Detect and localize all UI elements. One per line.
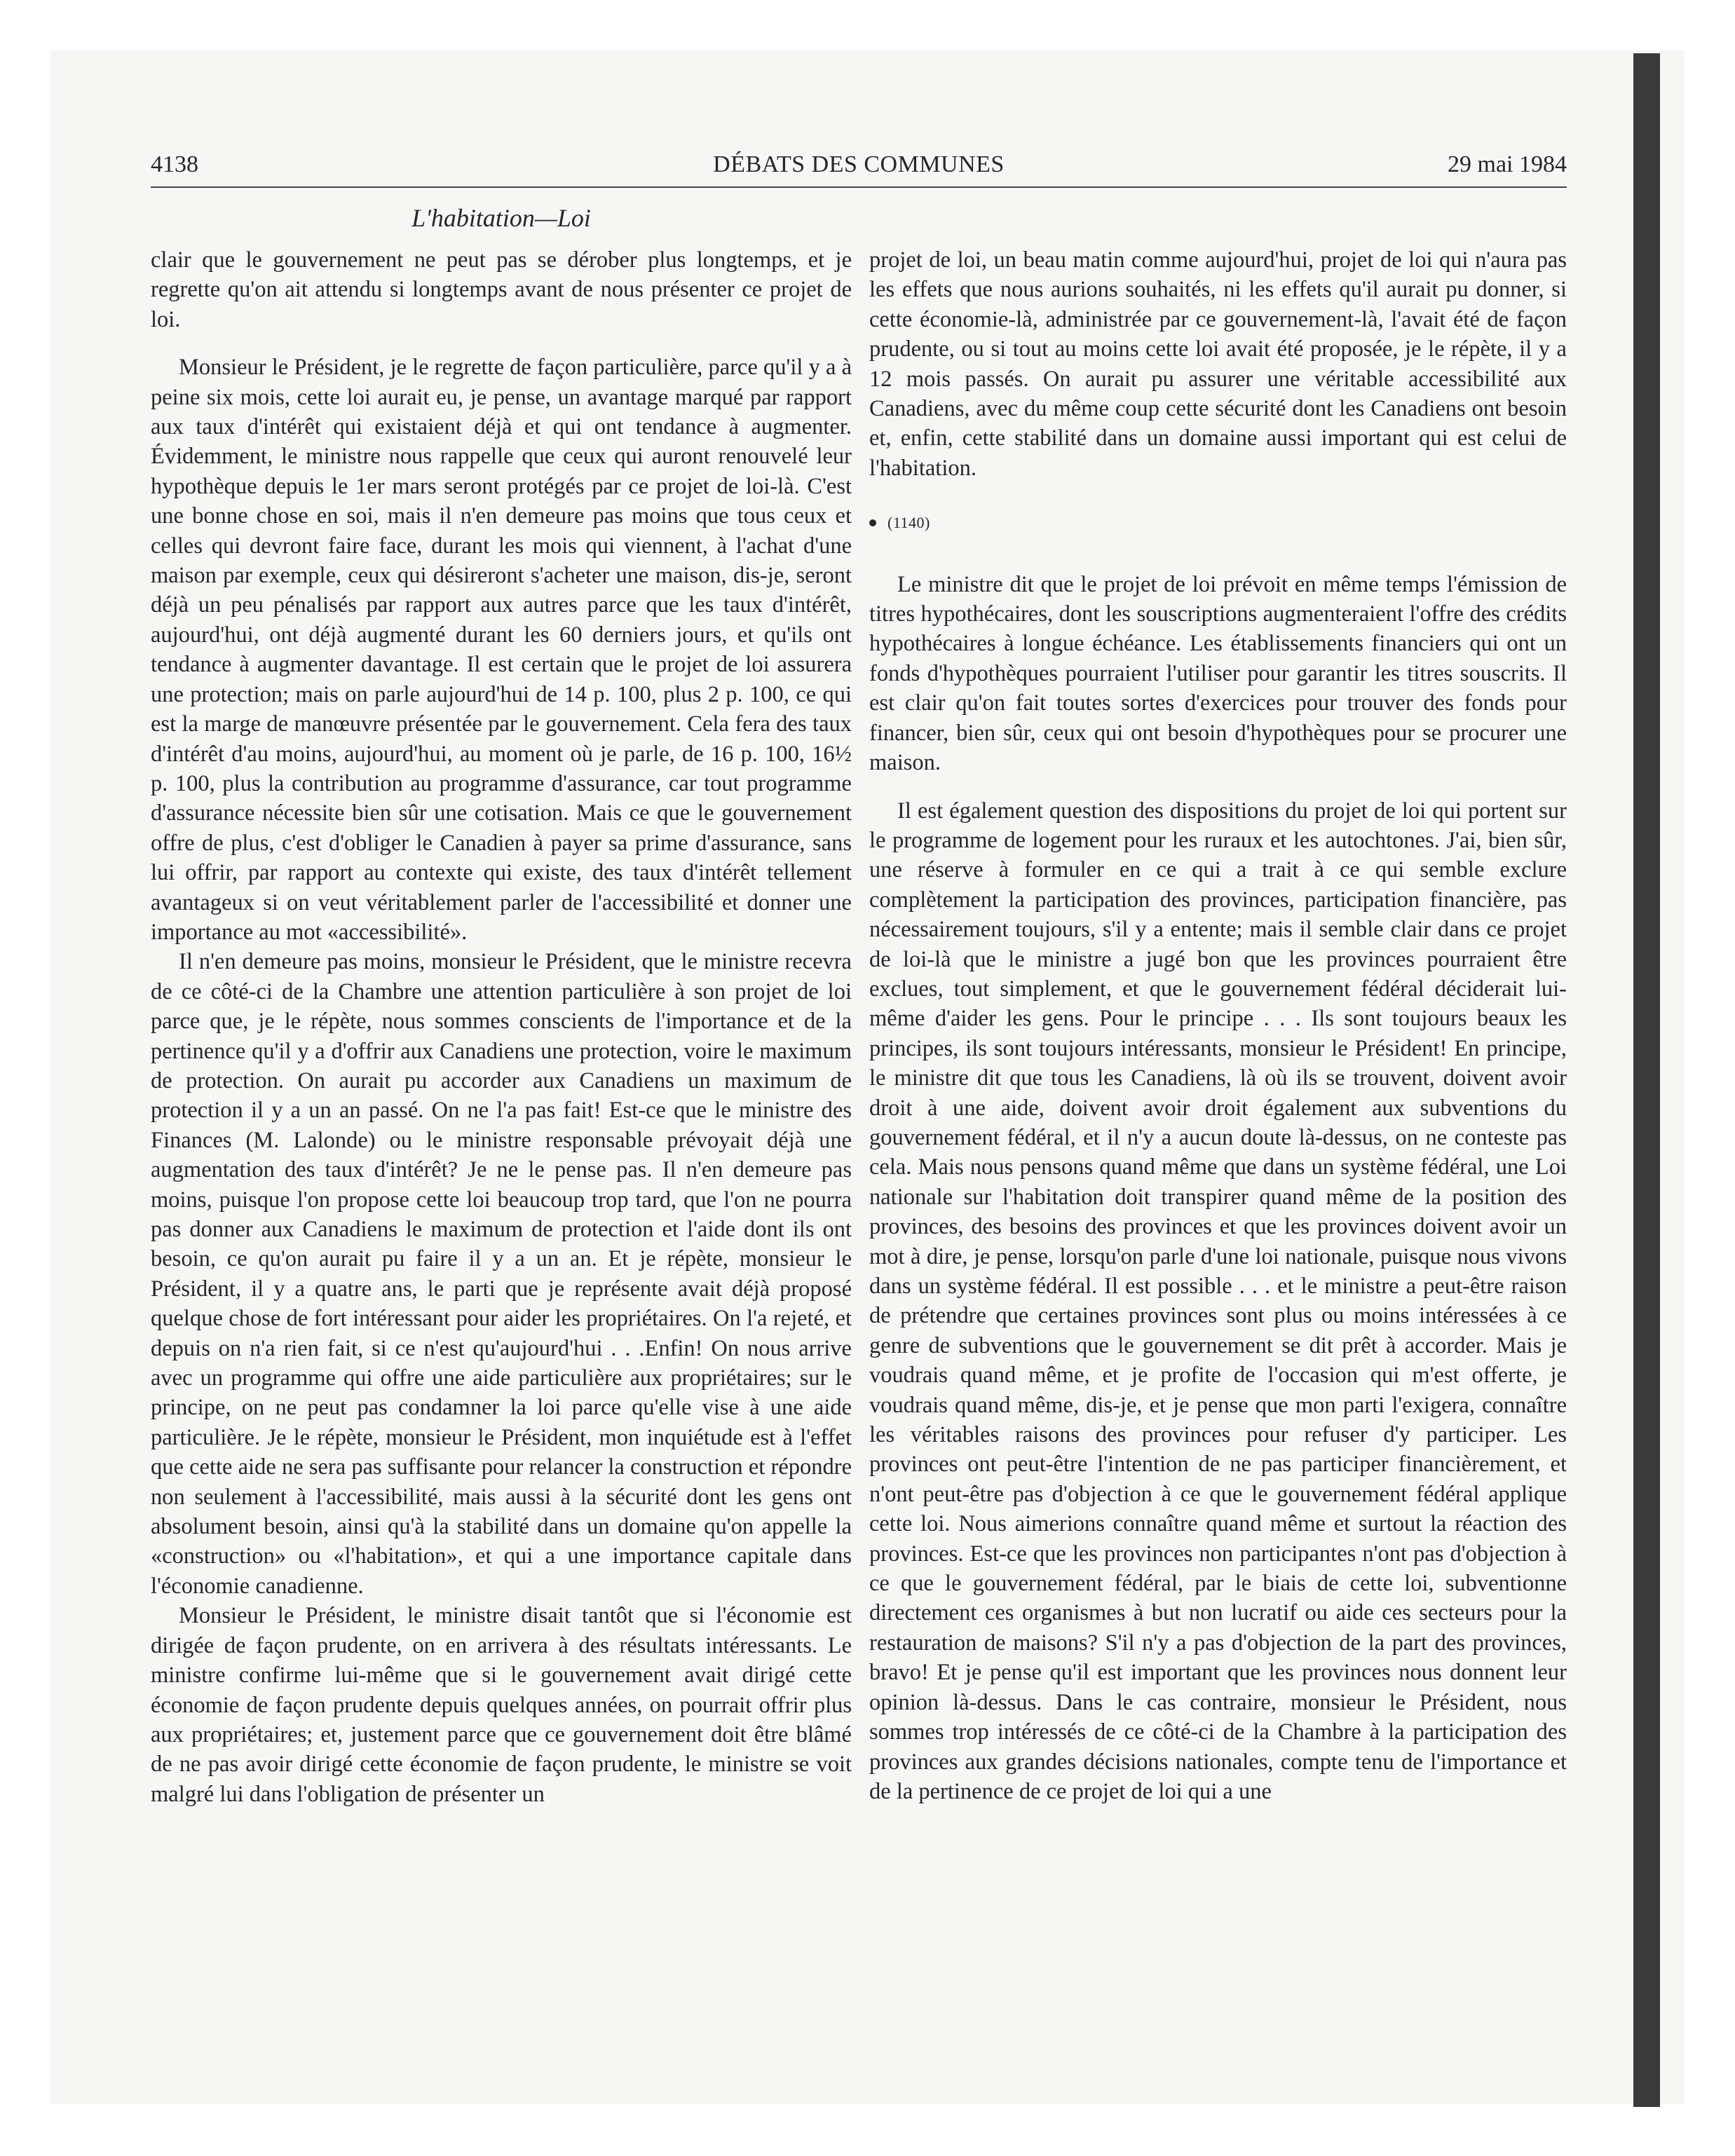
paragraph: Monsieur le Président, le ministre disait tantôt que si l'économie est dirigée de façon prudente, on en arrivera à des résultats intéressants. Le ministre confirme lui-même que si le gouvernement avait dirigé cette économie de façon prudente depuis quelques années, on pourrait offrir plus aux propriétaires; et, justement parce que ce gouvernement doit être blâmé de ne pas avoir dirigé cette économie de façon prudente, le ministre se voit malgré lui dans l'obligation de présenter un (151, 1603, 852, 1807)
time-marker-label: (1140) (887, 514, 930, 532)
time-marker (869, 508, 1567, 538)
page-header (151, 151, 1567, 188)
paragraph: Monsieur le Président, je le regrette de façon particulière, parce qu'il y a à peine six mois, cette loi aurait eu, je pense, un avantage marqué par rapport aux taux d'intérêt qui existaient déjà et qui ont tendance à augmenter. Évidemment, le ministre nous rappelle que ceux qui auront renouvelé leur hypothèque depuis le 1er mars seront protégés par ce projet de loi-là. C'est une bonne chose en soi, mais il n'en demeure pas moins que tous ceux et celles qui devront faire face, durant les mois qui viennent, à l'achat d'une maison par exemple, ceux qui désireront s'acheter une maison, dis-je, seront déjà un peu pénalisés par rapport aux autres parce que les taux d'intérêt, aujourd'hui, ont déjà augmenté durant les 60 derniers jours, et qu'ils ont tendance à augmenter davantage. Il est certain que le projet de loi assurera une protection; mais on parle aujourd'hui de 14 p. 100, plus 2 p. 100, ce qui est la marge de manœuvre présentée par le gouvernement. Cela fera des taux d'intérêt d'au moins, aujourd'hui, au moment où je parle, de 16 p. 100, 16½ p. 100, plus la contribution au programme d'assurance, car tout programme d'assurance nécessite bien sûr une cotisation. Mais ce que le gouvernement offre de plus, c'est d'obliger le Canadien à payer sa prime d'assurance, sans lui offrir, par rapport au contexte qui existe, des taux d'intérêt tellement avantageux si on veut véritablement parler de l'accessibilité et donner une importance au mot «accessibilité». (151, 355, 852, 945)
paragraph: projet de loi, un beau matin comme aujourd'hui, projet de loi qui n'aura pas les effets que nous aurions souhaités, ni les effets qu'il aurait pu donner, si cette économie-là, administrée par ce gouvernement-là, l'avait été de façon prudente, ou si tout au moins cette loi avait été proposée, je le répète, il y a 12 mois passés. On aurait pu assurer une véritable accessibilité aux Canadiens, avec du même coup cette sécurité dont les Canadiens ont besoin et, enfin, cette stabilité dans un domaine aussi important qui est celui de l'habitation. (869, 247, 1567, 481)
running-title: L'habitation—Loi (411, 204, 591, 232)
paragraph: Le ministre dit que le projet de loi prévoit en même temps l'émission de titres hypothécaires, dont les souscriptions augmenteraient l'offre des crédits hypothécaires à longue échéance. Les établissements financiers qui ont un fonds d'hypothèques pourraient l'utiliser pour garantir les titres souscrits. Il est clair qu'on fait toutes sortes d'exercices pour trouver des fonds pour financer, bien sûr, ceux qui ont besoin d'hypothèques pour se procurer une maison. (869, 571, 1567, 776)
publication-date: 29 mai 1984 (1448, 151, 1567, 177)
right-column (869, 245, 1567, 1806)
page-number: 4138 (151, 151, 198, 177)
left-column (151, 245, 852, 1809)
publication-title: DÉBATS DES COMMUNES (713, 151, 1005, 177)
paragraph: clair que le gouvernement ne peut pas se dérober plus longtemps, et je regrette qu'on ait attendu si longtemps avant de nous présenter ce projet de loi. (151, 247, 852, 332)
paragraph: Il est également question des dispositions du projet de loi qui portent sur le programme de logement pour les ruraux et les autochtones. J'ai, bien sûr, une réserve à formuler en ce qui a trait à ce qui semble exclure complètement la participation des provinces, participation financière, pas nécessairement toujours, s'il y a entente; mais il semble clair dans ce projet de loi-là que le ministre a jugé bon que les provinces pourraient être exclues, tout simplement, et que le gouvernement fédéral déciderait lui-même d'aider les gens. Pour le principe . . . Ils sont toujours beaux les principes, ils sont toujours intéressants, monsieur le Président! En principe, le ministre dit que tous les Canadiens, là où ils se trouvent, doivent avoir droit à une aide, doivent avoir droit également aux subventions du gouvernement fédéral, et il n'y a aucun doute là-dessus, on ne conteste pas cela. Mais nous pensons quand même que dans un système fédéral, une Loi nationale sur l'habitation doit transpirer quand même de la position des provinces, des besoins des provinces et que les provinces doivent avoir un mot à dire, je pense, lorsqu'on parle d'une loi nationale, puisque nous vivons dans un système fédéral. Il est possible . . . et le ministre a peut-être raison de prétendre que certaines provinces sont plus ou moins intéressées à ce genre de subventions que le gouvernement se dit prêt à accorder. Mais je voudrais quand même, et je profite de l'occasion qui m'est offerte, je voudrais quand même, dis-je, et je pense que mon parti l'exigera, connaître les véritables raisons des provinces pour refuser d'y participer. Les provinces ont peut-être l'intention de ne pas participer financièrement, et n'ont peut-être pas d'objection à ce que le gouvernement fédéral applique cette loi. Nous aimerions connaître quand même et surtout la réaction des provinces. Est-ce que les provinces non participantes n'ont pas d'objection à ce que le gouvernement fédéral, par le biais de cette loi, subventionne directement ces organismes à but non lucratif ou aide ces secteurs pour la restauration de maisons? S'il n'y a pas d'objection de la part des provinces, bravo! Et je pense qu'il est important que les provinces nous donnent leur opinion là-dessus. Dans le cas contraire, monsieur le Président, nous sommes trop intéressés de ce côté-ci de la Chambre à la participation des provinces aux grandes décisions nationales, compte tenu de l'importance et de la pertinence de ce projet de loi qui a une (869, 798, 1567, 1804)
paragraph: Il n'en demeure pas moins, monsieur le Président, que le ministre recevra de ce côté-ci de la Chambre une attention particulière à son projet de loi parce que, je le répète, nous sommes conscients de l'importance et de la pertinence qu'il y a d'offrir aux Canadiens une protection, voire le maximum de protection. On aurait pu accorder aux Canadiens un maximum de protection il y a un an passé. On ne l'a pas fait! Est-ce que le ministre des Finances (M. Lalonde) ou le ministre responsable prévoyait déjà une augmentation des taux d'intérêt? Je ne le pense pas. Il n'en demeure pas moins, puisque l'on propose cette loi beaucoup trop tard, que l'on ne pourra pas donner aux Canadiens le maximum de protection et l'aide dont ils ont besoin, ce qu'on aurait pu faire il y a un an. Et je répète, monsieur le Président, il y a quatre ans, le parti que je représente avait déjà proposé quelque chose de fort intéressant pour aider les propriétaires. On l'a rejeté, et depuis on n'a rien fait, si ce n'est qu'aujourd'hui . . .Enfin! On nous arrive avec un programme qui offre une aide particulière aux propriétaires; sur le principe, on ne peut pas condamner la loi parce qu'elle vise à une aide particulière. Je le répète, monsieur le Président, mon inquiétude est à l'effet que cette aide ne sera pas suffisante pour relancer la construction et répondre non seulement à l'accessibilité, mais aussi à la sécurité dont les gens ont absolument besoin, ainsi qu'à la stabilité dans un domaine qu'on appelle la «construction» ou «l'habitation», et qui a une importance capitale dans l'économie canadienne. (151, 949, 852, 1599)
bullet-icon (869, 519, 876, 526)
scan-edge-shadow (1633, 53, 1660, 2107)
